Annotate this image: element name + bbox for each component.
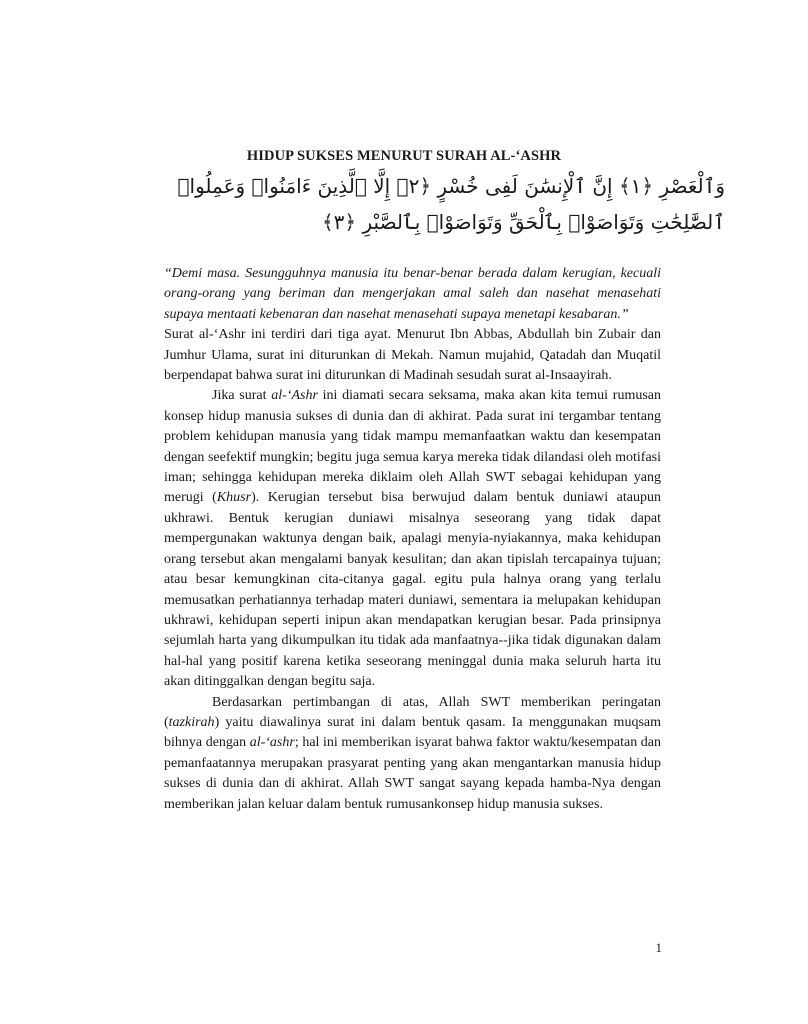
verse-translation: “Demi masa. Sesungguhnya manusia itu benar-benar berada dalam kerugian, kecuali orang-orang yang beriman dan mengerjakan amal saleh dan nasehat menasehati supaya mentaati kebenaran dan nasehat menasehati supaya menetapi kesabaran.” bbox=[164, 266, 661, 322]
document-body bbox=[164, 264, 661, 815]
paragraph-3-text: ) yaitu diawalinya surat ini dalam bentuk qasam. Ia menggunakan muqsam bihnya dengan bbox=[164, 714, 661, 751]
paragraph-2-text: ini diamati secara seksama, maka akan kita temui rumusan konsep hidup manusia sukses di dunia dan di akhirat. Pada surat ini tergambar tentang problem kehidupan manusia yang tidak mampu memanfaatkan waktu dan kesempatan dengan seefektif mungkin; begitu juga semua karya mereka tidak dilandasi oleh motifasi iman; sehingga kehidupan mereka diklaim oleh Allah SWT sebagai kehidupan yang merugi ( bbox=[164, 388, 661, 506]
paragraph-2-text: ). Kerugian tersebut bisa berwujud dalam bentuk duniawi ataupun ukhrawi. Bentuk kerugian duniawi misalnya seseorang yang tidak dapat mempergunakan waktunya dengan baik, apalagi menyia-nyiakannya, maka kehidupan orang tersebut akan mengalami banyak kesulitan; dan akan tipislah tercapainya tujuan; atau besar kemungkinan cita-citanya gagal. egitu pula halnya orang yang terlalu memusatkan perhatiannya terhadap materi duniawi, sementara ia melupakan kehidupan ukhrawi, kehidupan seperti inipun akan mendapatkan kerugian besar. Pada prinsipnya sejumlah harta yang dikumpulkan itu tidak ada manfaatnya--jika tidak digunakan dalam hal-hal yang positif karena ketika seseorang meninggal dunia maka seluruh harta itu akan ditinggalkan dengan begitu saja. bbox=[164, 490, 661, 690]
term-al-ashr-lower: al-‘ashr bbox=[249, 735, 295, 751]
paragraph-3 bbox=[164, 693, 661, 815]
paragraph-2-text: Jika surat bbox=[212, 388, 272, 404]
arabic-verse-line-2: ٱلصَّٰلِحَٰتِ وَتَوَاصَوْا۟ بِٱلْحَقِّ وَتَوَاصَوْا۟ بِٱلصَّبْرِ ﴿٣﴾ bbox=[321, 210, 725, 234]
paragraph-3-text: Berdasarkan pertimbangan di atas, Allah SWT memberikan peringatan ( bbox=[164, 694, 661, 730]
term-tazkirah: tazkirah bbox=[168, 714, 215, 730]
arabic-verse-line-1: وَٱلْعَصْرِ ﴿١﴾ إِنَّ ٱلْإِنسَٰنَ لَفِى خُسْرٍ ﴿٢﴾ إِلَّا ٱلَّذِينَ ءَامَنُوا۟ وَعَمِلُوا۟ bbox=[177, 174, 725, 198]
document-title: HIDUP SUKSES MENURUT SURAH AL-‘ASHR bbox=[246, 148, 562, 164]
paragraph-1: Surat al-‘Ashr ini terdiri dari tiga ayat. Menurut Ibn Abbas, Abdullah bin Zubair dan Jumhur Ulama, surat ini diturunkan di Mekah. Namun mujahid, Qatadah dan Muqatil berpendapat bahwa surat ini diturunkan di Madinah sesudah surat al-Insaayirah. bbox=[164, 327, 661, 384]
paragraph-2 bbox=[164, 386, 661, 692]
paragraph-3-text: ; hal ini memberikan isyarat bahwa faktor waktu/kesempatan dan pemanfaatannya merupakan prasyarat penting yang akan mengantarkan manusia hidup sukses di dunia dan di akhirat. Allah SWT sangat sayang kepada hamba-Nya dengan memberikan jalan keluar dalam bentuk rumusankonsep hidup manusia sukses. bbox=[164, 735, 661, 812]
page-number: 1 bbox=[655, 940, 662, 955]
term-al-ashr: al-‘Ashr bbox=[271, 388, 318, 404]
term-khusr: Khusr bbox=[216, 490, 252, 506]
